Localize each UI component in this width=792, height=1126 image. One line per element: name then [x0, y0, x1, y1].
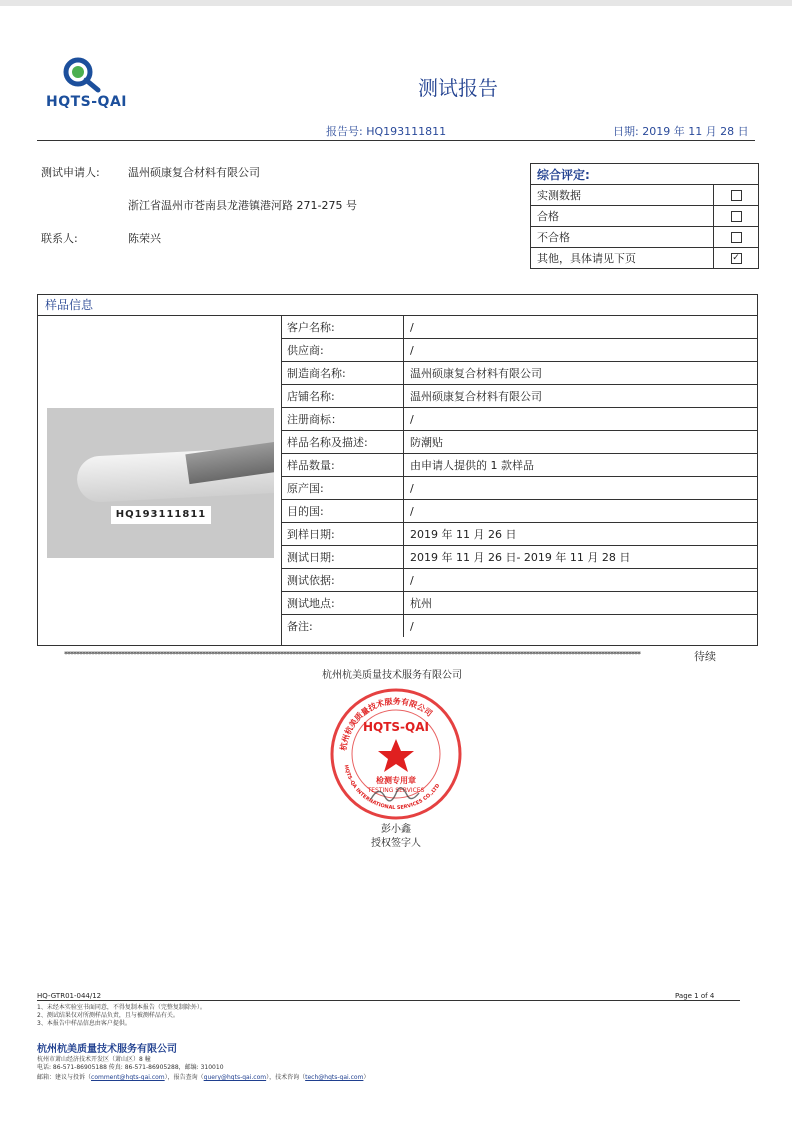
- footer-note: 2、测试结果仅对所测样品负责，且与被测样品有关。: [37, 1012, 179, 1019]
- sample-field-value: /: [404, 477, 758, 500]
- table-row: [281, 592, 757, 615]
- checkbox-checked[interactable]: ✓: [732, 253, 740, 263]
- table-row: [281, 546, 757, 569]
- contact-label: 联系人:: [41, 232, 78, 245]
- report-date: 日期: 2019 年 11 月 28 日: [613, 125, 749, 138]
- email-mid: ），技术咨询（: [266, 1074, 306, 1081]
- table-row: [281, 362, 757, 385]
- contact-name: 陈荣兴: [128, 232, 161, 245]
- stamp-star-icon: [378, 739, 414, 772]
- table-row: [281, 615, 757, 638]
- sample-photo-cell: [38, 316, 282, 645]
- sample-field-label: 样品数量:: [281, 454, 404, 477]
- sample-field-value: /: [404, 316, 758, 339]
- stamp-en: TESTING SERVICES: [367, 787, 425, 794]
- stamp-ring-cn: 杭州杭美质量技术服务有限公司: [339, 696, 434, 752]
- sample-field-value: 2019 年 11 月 26 日: [404, 523, 758, 546]
- tech-email-link[interactable]: tech@hqts-qai.com: [305, 1074, 364, 1081]
- footer-note: 1、未经本实验室书面同意，不得复制本报告（完整复制除外）。: [37, 1004, 206, 1011]
- sample-photo: [47, 408, 274, 558]
- sample-field-label: 样品名称及描述:: [281, 431, 404, 454]
- sample-field-value: /: [404, 408, 758, 431]
- checkbox-empty[interactable]: [731, 211, 742, 222]
- sample-info-table: [281, 316, 757, 637]
- sample-field-label: 测试日期:: [281, 546, 404, 569]
- applicant-name: 温州硕康复合材料有限公司: [128, 166, 260, 179]
- checkbox-empty[interactable]: [731, 232, 742, 243]
- sample-field-label: 制造商名称:: [281, 362, 404, 385]
- email-suffix: ）: [363, 1074, 370, 1081]
- report-number: 报告号: HQ193111811: [326, 125, 447, 138]
- signatory-role: 授权签字人: [371, 838, 421, 849]
- sample-field-label: 原产国:: [281, 477, 404, 500]
- stamp-ring-en: HQTS-QA INTERNATIONAL SERVICES CO.,LTD: [342, 764, 442, 812]
- table-row: [281, 477, 757, 500]
- evaluation-label: 其他，具体请见下页: [531, 248, 714, 269]
- sample-photo-tag: HQ193111811: [111, 506, 211, 524]
- sample-field-label: 测试依据:: [281, 569, 404, 592]
- stamp-brand: HQTS-QAI: [362, 720, 430, 734]
- evaluation-row: [531, 227, 759, 248]
- sample-field-value: 由申请人提供的 1 款样品: [404, 454, 758, 477]
- sample-field-value: 温州硕康复合材料有限公司: [404, 385, 758, 408]
- page-title: 测试报告: [418, 76, 498, 100]
- stamp-use: 检测专用章: [376, 776, 416, 785]
- footer-company: 杭州杭美质量技术服务有限公司: [37, 1044, 177, 1055]
- end-stars-divider: ************************************************************************************************************************************************************************************************: [64, 650, 640, 659]
- evaluation-row: [531, 206, 759, 227]
- sample-field-value: 防潮贴: [404, 431, 758, 454]
- checkbox-empty[interactable]: [731, 190, 742, 201]
- report-page: [0, 6, 792, 1126]
- page-number: Page 1 of 4: [675, 992, 715, 1000]
- sample-field-value: /: [404, 500, 758, 523]
- company-logo: [44, 56, 132, 116]
- evaluation-label: 合格: [531, 206, 714, 227]
- table-row: [281, 339, 757, 362]
- sample-field-label: 到样日期:: [281, 523, 404, 546]
- form-code: HQ-GTR01-044/12: [37, 992, 102, 1000]
- sample-field-value: 杭州: [404, 592, 758, 615]
- evaluation-row: [531, 185, 759, 206]
- email-prefix: 邮箱：建议与投诉（: [37, 1074, 92, 1081]
- table-row: [281, 431, 757, 454]
- table-row: [281, 316, 757, 339]
- footer-address: 杭州市萧山经济技术开发区（萧山区）8 幢: [37, 1056, 151, 1063]
- footer-emails: [37, 1072, 369, 1081]
- sample-field-label: 注册商标：: [281, 408, 404, 431]
- evaluation-title: 综合评定:: [531, 164, 759, 185]
- sample-section-title: 样品信息: [38, 295, 757, 316]
- issuer-company: 杭州杭美质量技术服务有限公司: [322, 670, 462, 681]
- table-row: [281, 385, 757, 408]
- header-divider: [37, 140, 755, 141]
- sample-field-label: 供应商:: [281, 339, 404, 362]
- logo-text: HQTS-QAI: [46, 94, 128, 110]
- sample-info-section: [37, 294, 758, 646]
- magnifier-logo-icon: [62, 56, 102, 94]
- sample-field-label: 备注:: [281, 615, 404, 638]
- evaluation-label: 实测数据: [531, 185, 714, 206]
- comment-email-link[interactable]: comment@hqts-qai.com: [91, 1074, 165, 1081]
- sample-field-label: 测试地点:: [281, 592, 404, 615]
- footer-phone: 电话: 86-571-86905188 传真: 86-571-86905288，邮编: 310010: [37, 1064, 224, 1071]
- evaluation-table: [530, 163, 759, 269]
- evaluation-label: 不合格: [531, 227, 714, 248]
- sample-field-label: 店铺名称:: [281, 385, 404, 408]
- footer-note: 3、本报告中样品信息由客户提供。: [37, 1020, 131, 1027]
- applicant-address: 浙江省温州市苍南县龙港镇港河路 271-275 号: [128, 199, 357, 212]
- sample-field-value: /: [404, 569, 758, 592]
- email-mid: ），报告查询（: [164, 1074, 204, 1081]
- sample-field-value: /: [404, 339, 758, 362]
- continued-label: 待续: [694, 650, 716, 663]
- table-row: [281, 569, 757, 592]
- sample-field-value: 2019 年 11 月 26 日- 2019 年 11 月 28 日: [404, 546, 758, 569]
- applicant-label: 测试申请人:: [41, 166, 100, 179]
- evaluation-row: [531, 248, 759, 269]
- table-row: [281, 408, 757, 431]
- sample-field-label: 客户名称:: [281, 316, 404, 339]
- table-row: [281, 500, 757, 523]
- sample-field-label: 目的国:: [281, 500, 404, 523]
- sample-field-value: /: [410, 619, 414, 633]
- sample-field-value: 温州硕康复合材料有限公司: [404, 362, 758, 385]
- query-email-link[interactable]: query@hqts-qai.com: [203, 1074, 267, 1081]
- signatory-name: 彭小鑫: [381, 824, 411, 835]
- footer-divider: [37, 1000, 740, 1001]
- table-row: [281, 454, 757, 477]
- table-row: [281, 523, 757, 546]
- official-stamp: [326, 687, 466, 821]
